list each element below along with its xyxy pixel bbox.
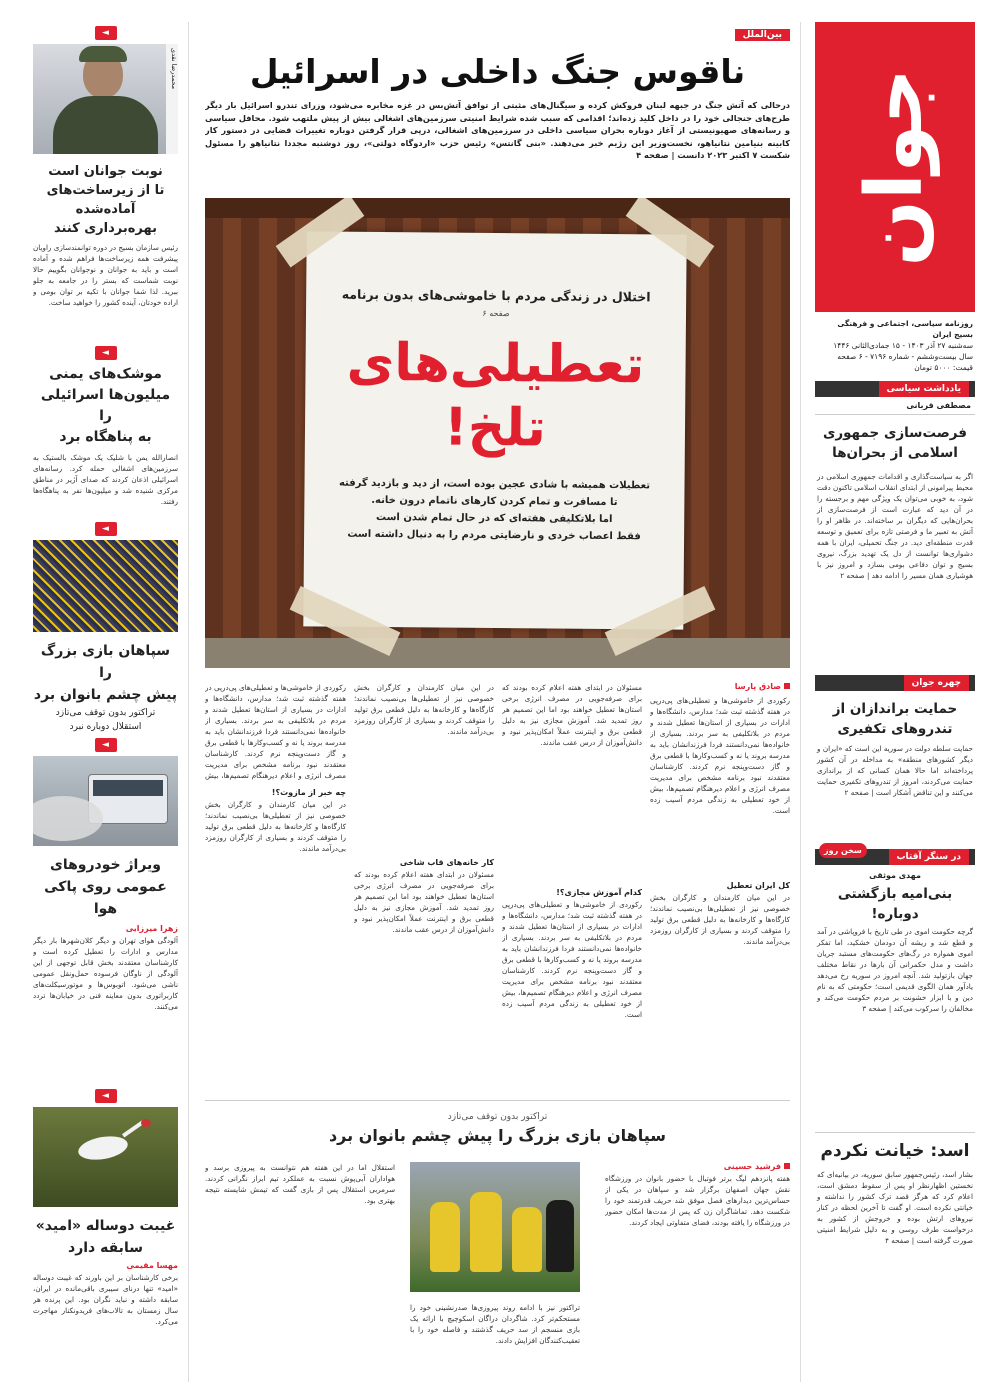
article-title: اسد: خیانت نکردم: [820, 1141, 970, 1161]
subheading: کل ایران تعطیل: [726, 881, 790, 890]
story-title: [33, 854, 178, 920]
author: [650, 682, 790, 691]
masthead-tagline: روزنامه سیاسی، اجتماعی و فرهنگی بسیج ایران: [837, 319, 973, 339]
portrait-uniform: [53, 96, 158, 154]
smoke-cloud: [33, 796, 103, 841]
portrait-cap: [79, 46, 127, 62]
left-column: [33, 22, 178, 1372]
section-label: چهره جوان: [904, 675, 969, 691]
player: [512, 1207, 542, 1272]
sports-block: [205, 1112, 790, 1382]
subheading: کار خانه‌های قاب شاخی: [399, 858, 494, 867]
logo-text: جوان: [850, 67, 940, 267]
author: مصطفی قربانی: [906, 401, 971, 410]
poster-page-ref: صفحه ۶: [482, 308, 510, 319]
center-article: [205, 682, 790, 1092]
title-line: پیش چشم بانوان برد: [33, 687, 178, 703]
main-headline-block: [205, 22, 790, 161]
author: مهدی موثقی: [869, 871, 921, 880]
paper-sheet: [303, 231, 686, 629]
article-body: مسئولان در ابتدای هفته اعلام کرده بودند که برای صرفه‌جویی در مصرف انرژی برخی استان‌ها تعطیل خواهند بود اما این تصمیم هر روز تمدید شد. آموزش مجازی نیز به دلیل قطعی برق و اینترنت عملاً امکان‌پذیر نبود و دانش‌آموزان از درس عقب ماندند.: [354, 870, 494, 934]
masthead-price: قیمت: ۵۰۰۰ تومان: [914, 363, 973, 372]
sports-body: هفته پانزدهم لیگ برتر فوتبال با حضور بانوان در ورزشگاه نقش جهان اصفهان برگزار شد و سپاهان در یکی از حساس‌ترین دیدارهای فصل موفق شد حریف قدرتمند خود را شکست دهد. تماشاگران زن که پس از مدت‌ها امکان حضور در ورزشگاه را یافته بودند، فضای متفاوتی ایجاد کردند.: [605, 1174, 790, 1227]
section-label: در سنگر آقتاب: [889, 849, 970, 865]
article-body: در این میان کارمندان و کارگران بخش خصوصی نیز از تعطیلی‌ها بی‌نصیب نماندند؛ کارگاه‌ها و کارخانه‌ها به دلیل قطعی برق تولید را متوقف کردند و بسیاری از کارگران روزمزد بی‌درآمد ماندند.: [650, 893, 790, 946]
story-body: انصارالله یمن با شلیک یک موشک بالستیک به سرزمین‌های اشغالی حمله کرد. رسانه‌های اسرائیلی اذعان کردند که صدای آژیر در مناطق مرکزی شنیده شد و میلیون‌ها نفر به پناهگاه‌ها رفتند.: [33, 453, 178, 506]
story-title: [33, 162, 178, 238]
main-headline: ناقوس جنگ داخلی در اسرائیل: [249, 52, 746, 91]
title-line: بهره‌برداری کنند: [54, 221, 157, 236]
author: مهسا مقیمی: [126, 1261, 178, 1270]
article-body: رکوردی از خاموشی‌ها و تعطیلی‌های پی‌درپی در هفته گذشته ثبت شد؛ مدارس، دانشگاه‌ها و ادارات در بسیاری از استان‌ها تعطیل شدند و مردم در بلاتکلیفی به سر بردند. بسیاری از خانواده‌ها نمی‌دانستند فردا فرزندانشان باید به مدرسه بروند یا نه و کسب‌وکارها با قطعی برق و گاز دست‌وپنجه نرم کردند. کارشناسان معتقدند نبود برنامه مشخص برای مدیریت مصرف انرژی و اعلام دیرهنگام تصمیم‌ها، بیش: [205, 683, 346, 780]
poster-body-4: فقط اعصاب خردی و نارضایتی مردم را به دنبال داشته است: [347, 528, 641, 543]
page-arrow: ◄: [95, 346, 117, 360]
kicker-label: بین‌الملل: [735, 29, 790, 41]
player: [546, 1200, 574, 1272]
article-body: گرچه حکومت اموی در طی تاریخ با فروپاشی در آمد و قطع شد و ریشه آن دودمان خشکید، اما تفکر اموی همواره در رگ‌های حکومت‌های مستبد جریان داشت و مدل حکمرانی آن بارها در نقاط مختلف جهان بازتولید شد. آنچه امروز در سوریه رخ می‌دهد یادآور همان الگوی قدیمی است؛ حکومتی که به نام دین و با ابزار خشونت بر مردم حکومت می‌کند و مخالفان را سرکوب می‌کند | صفحه ۳: [817, 927, 973, 1013]
sports-title: سپاهان بازی بزرگ را پیش چشم بانوان برد: [328, 1126, 667, 1145]
quote-badge: سخن روز: [819, 843, 867, 858]
photo-crane: [33, 1107, 178, 1207]
section-bar-sun-trench: [815, 846, 975, 865]
article-body: رکوردی از خاموشی‌ها و تعطیلی‌های پی‌درپی در هفته گذشته ثبت شد؛ مدارس، دانشگاه‌ها و ادارات در بسیاری از استان‌ها تعطیل شدند و مردم در بلاتکلیفی به سر بردند. بسیاری از خانواده‌ها نمی‌دانستند فردا فرزندانشان باید به مدرسه بروند یا نه و کسب‌وکارها با قطعی برق و گاز دست‌وپنجه نرم کردند. کارشناسان معتقدند نبود برنامه مشخص برای مدیریت مصرف انرژی و اعلام دیرهنگام تصمیم‌ها، بیش از خود تعطیلی به زندگی مردم آسیب زده است.: [502, 900, 642, 1019]
title-line: میلیون‌ها اسرائیلی را: [40, 387, 171, 424]
photo-caption: محمدرضا نقدی: [170, 48, 178, 90]
masthead-logo: [815, 22, 975, 312]
title-line: سپاهان بازی بزرگ را: [40, 643, 171, 681]
player: [430, 1202, 460, 1272]
article-body: حمایت سلطه دولت در سوریه این است که «ایران و دیگر کشورهای منطقه» به مداخله در آن کشور پرداخته‌اند اما حالا همان کسانی که از براندازی حمایت می‌کردند، امروز از تندروهای تکفیری حمایت می‌کنند و این تناقض آشکار است | صفحه ۲: [817, 744, 973, 797]
story-sub: تراکتور بدون توقف می‌تازد: [55, 708, 156, 718]
sports-body: استقلال اما در این هفته هم نتوانست به پیروزی برسد و هواداران آبی‌پوش نسبت به عملکرد تیم ابراز نگرانی کردند. سرمربی استقلال پس از بازی گفت که تیمش شایسته نتیجه بهتری بود.: [205, 1163, 395, 1205]
title-line: به پناهگاه برد: [59, 429, 152, 445]
article-body: مسئولان در ابتدای هفته اعلام کرده بودند که برای صرفه‌جویی در مصرف انرژی برخی استان‌ها تعطیل خواهند بود اما این تصمیم هر روز تمدید شد. آموزش مجازی نیز به دلیل قطعی برق و اینترنت عملاً امکان‌پذیر نبود و دانش‌آموزان از درس عقب ماندند.: [502, 683, 642, 747]
author-name: فرشید حسینی: [723, 1162, 781, 1171]
section-label: یادداشت سیاسی: [879, 381, 969, 397]
article-body: بشار اسد، رئیس‌جمهور سابق سوریه، در بیانیه‌ای که نخستین اظهارنظر او پس از سقوط دمشق است، اعلام کرد که هرگز قصد ترک کشور را نداشته و خیانتی نکرده است. او گفت تا آخرین لحظه در کنار نیروهای ارتش بوده و خروجش از کشور به درخواست طرف روسی و به دلیل شرایط امنیتی صورت گرفته است | صفحه ۴: [817, 1170, 973, 1245]
poster-body-2: تا مسافرت و تمام کردن کارهای ناتمام درون خانه.: [371, 494, 618, 509]
article-body: در این میان کارمندان و کارگران بخش خصوصی نیز از تعطیلی‌ها بی‌نصیب نماندند؛ کارگاه‌ها و کارخانه‌ها به دلیل قطعی برق تولید را متوقف کردند و بسیاری از کارگران روزمزد بی‌درآمد ماندند.: [354, 683, 494, 736]
article-body: رکوردی از خاموشی‌ها و تعطیلی‌های پی‌درپی در هفته گذشته ثبت شد؛ مدارس، دانشگاه‌ها و ادارات در بسیاری از استان‌ها تعطیل شدند و مردم در بلاتکلیفی به سر بردند. بسیاری از خانواده‌ها نمی‌دانستند فردا فرزندانشان باید به مدرسه بروند یا نه و کسب‌وکارها با قطعی برق و گاز دست‌وپنجه نرم کردند. کارشناسان معتقدند نبود برنامه مشخص برای مدیریت مصرف انرژی و اعلام دیرهنگام تصمیم‌ها، بیش از خود تعطیلی به زندگی مردم آسیب زده است.: [650, 696, 790, 815]
photo-commander: [33, 44, 178, 154]
poster-body-1: تعطیلات همیشه با شادی عجین بوده است، از دید و بازدید گرفته: [338, 477, 651, 492]
crane-body: [76, 1133, 129, 1163]
page-arrow: ◄: [95, 738, 117, 752]
subheading: کدام آموزش مجازی؟!: [556, 888, 642, 897]
title-line: تا از زیرساخت‌های آماده‌شده: [46, 183, 165, 217]
title-line: موشک‌های یمنی: [49, 366, 162, 382]
photo-football: [410, 1162, 580, 1292]
story-title: [33, 640, 178, 706]
story-sub: استقلال دوباره نبرد: [69, 722, 142, 732]
masthead-date: سه‌شنبه ۲۷ آذر ۱۴۰۳ - ۱۵ جمادی‌الثانی ۱۴۴۶: [833, 341, 973, 350]
title-line: سابقه دارد: [68, 1240, 143, 1256]
story-title: [33, 364, 178, 448]
main-lead: درحالی که آتش جنگ در جبهه لبنان فروکش کرده و سیگنال‌های مثبتی از توافق آتش‌بس در غزه مخابره می‌شود، وزرای تندرو اسرائیل بار دیگر طرح‌های جنجالی خود را در داخل کلید زده‌اند؛ اقدامی که سبب شده شرایط امنیتی سرزمین‌های اشغالی بیش از پیش ملتهب شود. محافل سیاسی و رسانه‌های صهیونیستی از آغاز دوباره بحران سیاسی داخلی در سرزمین‌های اشغالی، درپی قرار گرفتن دوباره تغییرات قضایی در دستور کار کابینه بنیامین نتانیاهو، نخست‌وزیر این رژیم خبر می‌دهند. «بنی گانتس» رئیس حزب «اردوگاه دولتی»، روز دوشنبه مجددا نتانیاهو را مسئول شکست ۷ اکتبر ۲۰۲۳ دانست | صفحه ۴: [205, 100, 790, 160]
article-title: حمایت براندازان از تندروهای تکفیری: [832, 701, 958, 737]
article-title: فرصت‌سازی جمهوری اسلامی از بحران‌ها: [822, 425, 968, 461]
title-line: نوبت جوانان است: [48, 164, 163, 179]
article-title: بنی‌امیه بازگشتی دوباره!: [837, 886, 953, 922]
article-body: اگر به سیاست‌گذاری و اقدامات جمهوری اسلامی در محیط پیرامونی از ابتدای انقلاب اسلامی تاکنون دقت شود، به خوبی می‌توان یک ویژگی مهم و برجسته را در آن دید که عبارت است از فرصت‌سازی از بحران‌هایی که دیگران بر ساخته‌اند. در ظاهر او را آتش به تعبیر ما و فرصتی تازه برای تعمیق و توسعه قدرت منطقه‌ای دید. در جنگ تحمیلی، ایران با همه دشواری‌ها توانست از دل یک تهدید بزرگ، نیروی بسیج و توان دفاعی بومی بسازد و امروز نیز با هوشیاری همان مسیر را ادامه دهد | صفحه ۲: [817, 472, 973, 580]
article-body: در این میان کارمندان و کارگران بخش خصوصی نیز از تعطیلی‌ها بی‌نصیب نماندند؛ کارگاه‌ها و کارخانه‌ها به دلیل قطعی برق تولید را متوقف کردند و بسیاری از کارگران روزمزد بی‌درآمد ماندند.: [205, 800, 346, 853]
author: زهرا میرزایی: [125, 924, 178, 933]
story-title: [33, 1215, 178, 1259]
sports-body: تراکتور نیز با ادامه روند پیروزی‌ها صدرنشینی خود را مستحکم‌تر کرد. شاگردان دراگان اسکوچیچ با ارائه یک بازی منسجم از سد حریف گذشتند و فاصله خود را با تعقیب‌کنندگان افزایش دادند.: [410, 1303, 580, 1345]
title-line: ویراژ خودروهای: [49, 857, 161, 873]
poster-image: [205, 198, 790, 668]
story-body: برخی کارشناسان بر این باورند که غیبت دوساله «امید» تنها درنای سیبری باقی‌مانده در ایران، سابقه داشته و نباید نگران بود. این پرنده هر سال زمستان به تالاب‌های فریدونکنار مهاجرت می‌کرد.: [33, 1273, 178, 1326]
page-arrow: ◄: [95, 26, 117, 40]
section-bar-young-face: [815, 675, 975, 691]
story-body: رئیس سازمان بسیج در دوره توانمندسازی راویان پیشرفت همه زیرساخت‌ها فراهم شده و آماده است و باید به جوانان و نوجوانان بگوییم حالا نوبت شماست که بستر را در جامعه به جلو ببرید. لذا شما جوانان با تکیه بر توان بومی و اراده خودتان، آینده کشور را خواهید ساخت.: [33, 243, 178, 307]
subheading: چه خبر از مازوت؟!: [271, 788, 346, 797]
page-arrow: ◄: [95, 1089, 117, 1103]
page-arrow: ◄: [95, 522, 117, 536]
story-body: آلودگی هوای تهران و دیگر کلان‌شهرها بار دیگر مدارس و ادارات را تعطیل کرده است و کارشناسان معتقدند بخش قابل توجهی از این آلودگی از ناوگان فرسوده حمل‌ونقل عمومی ناشی می‌شود. اتوبوس‌ها و موتورسیکلت‌های کاربراتوری بدون معاینه فنی در خیابان‌ها تردد می‌کنند.: [33, 936, 178, 1011]
photo-bus: [33, 756, 178, 846]
poster-headline-2: تلخ!: [443, 397, 547, 459]
sports-kicker: تراکتور بدون توقف می‌تازد: [447, 1112, 548, 1122]
poster-headline-1: تعطیلی‌های: [346, 332, 645, 396]
poster-top-line: اختلال در زندگی مردم با خاموشی‌های بدون برنامه: [341, 286, 651, 305]
poster-body-3: اما بلاتکلیفی هفته‌ای که در حال تمام شدن است: [375, 511, 613, 526]
title-line: غیبت دوساله «امید»: [35, 1218, 176, 1234]
title-line: عمومی روی پاکی هوا: [44, 879, 167, 917]
photo-stadium: [33, 540, 178, 632]
author: [605, 1162, 790, 1171]
author-name: صادق پارسا: [734, 682, 781, 691]
right-column: [815, 22, 975, 1299]
section-bar-political-note: [815, 381, 975, 397]
player: [470, 1192, 502, 1272]
masthead-issue: سال بیست‌وششم - شماره ۷۱۹۶ - ۶ صفحه: [837, 352, 973, 361]
